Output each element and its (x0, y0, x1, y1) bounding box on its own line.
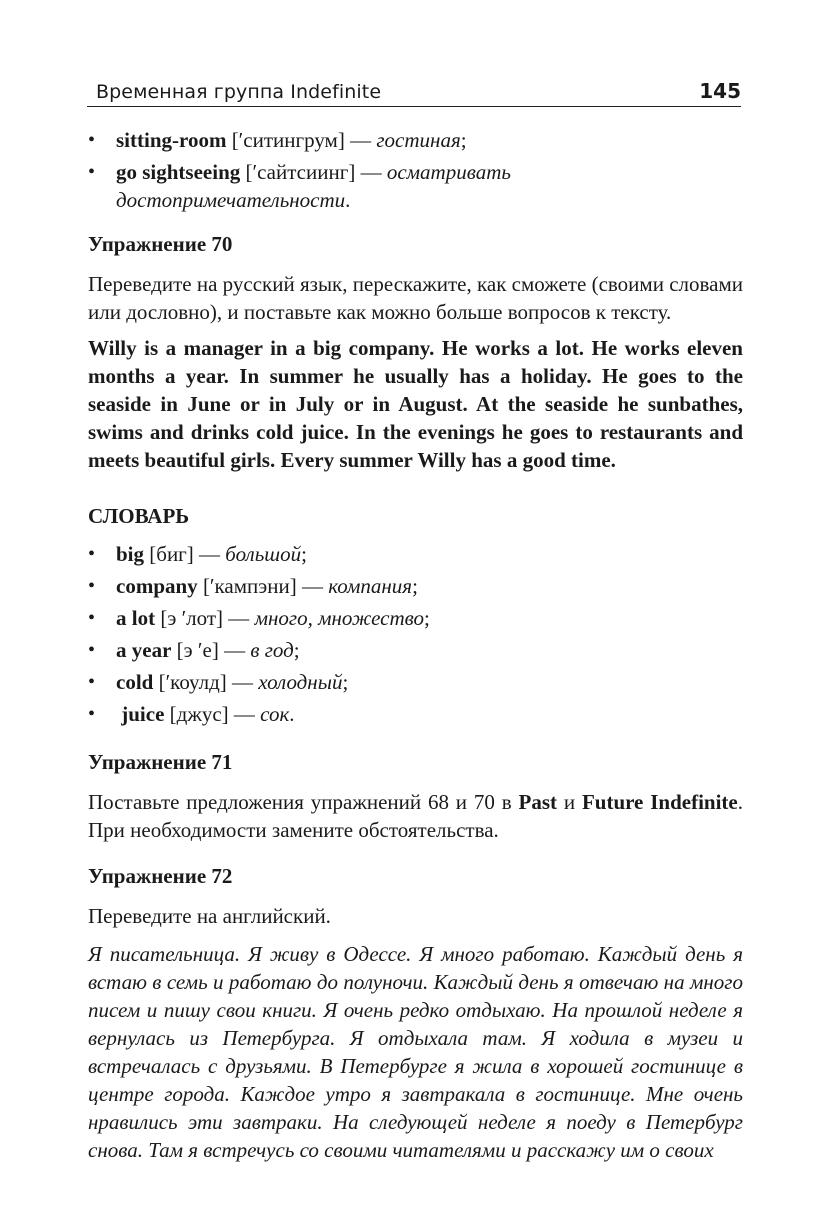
vocab-word: juice (116, 702, 165, 726)
vocab-item (88, 636, 743, 664)
dictionary-list (88, 540, 743, 728)
vocab-item (88, 700, 743, 728)
vocab-item (88, 126, 743, 154)
vocab-pron: [ʹкоулд] — (153, 670, 259, 694)
page-number: 145 (699, 79, 741, 103)
vocab-translation: холодный (258, 670, 343, 694)
vocab-end: . (345, 188, 351, 212)
vocab-end: ; (412, 574, 418, 598)
vocab-pron: [ʹсайтсиинг] — (240, 160, 387, 184)
running-header (87, 76, 741, 107)
dictionary-heading: СЛОВАРЬ (88, 504, 190, 528)
vocab-end: ; (342, 670, 349, 694)
vocab-end: ; (424, 606, 430, 630)
exercise-70-text: Willy is a manager in a big company. He works a lot. He works eleven months a year. In summer he usually has a holiday. He goes to the seaside in June or in July or in August. At the seaside he sunbathes, swims and drinks cold juice. In the evenings he goes to restaurants and meets beautiful girls. Every summer Willy has a good time. (88, 336, 743, 472)
vocab-translation: много, множество (254, 606, 424, 630)
vocab-item (88, 668, 743, 696)
exercise-71-text-c: . При необходимости замените обстоятельства. (88, 790, 743, 842)
vocab-word: go sightseeing (116, 160, 241, 184)
vocab-item (88, 158, 743, 214)
exercise-71-text (88, 788, 743, 844)
vocab-item (88, 604, 743, 632)
exercise-71-text-b: и (557, 790, 582, 814)
vocab-word: a year (116, 638, 172, 662)
exercise-70-heading: Упражнение 70 (88, 232, 233, 256)
exercise-72-heading: Упражнение 72 (88, 864, 233, 888)
exercise-71-text-a: Поставьте предложения упражнений 68 и 70 в (88, 790, 519, 814)
vocab-end: . (289, 702, 295, 726)
exercise-71-past: Past (518, 790, 557, 814)
exercise-72-text: Я писательница. Я живу в Одессе. Я много работаю. Каждый день я встаю в семь и работаю до полуночи. Каждый день я отвечаю на много писем и пишу свои книги. Я очень редко отдыхаю. На прошлой неделе я вернулась из Петербурга. Я отдыхала там. Я ходила в музеи и встречалась с друзьями. В Петербурге я жила в хорошей гостинице в центре города. Каждое утро я завтракала в гостинице. Мне очень нравились эти завтраки. На следующей неделе я поеду в Петербург снова. Там я встречусь со своими читателями и расскажу им о своих (88, 942, 743, 1162)
exercise-70-instruction: Переведите на русский язык, перескажите, как сможете (своими словами или дословно), и поставьте как можно больше вопросов к тексту. (88, 272, 743, 324)
vocab-translation: в год (250, 638, 294, 662)
vocab-pron: [ʹситингрум] — (226, 128, 377, 152)
vocab-end: ; (293, 638, 300, 662)
vocab-pron: [э ʹлот] — (155, 606, 255, 630)
vocab-translation: осматривать достопримечательности (116, 160, 511, 212)
vocab-word: big (116, 542, 145, 566)
vocab-translation: гостиная (376, 128, 461, 152)
exercise-71-heading: Упражнение 71 (88, 750, 233, 774)
vocab-pron: [ʹкампэни] — (197, 574, 329, 598)
vocab-word: company (116, 574, 198, 598)
vocab-word: sitting-room (116, 128, 227, 152)
vocab-end: ; (301, 542, 307, 566)
vocab-translation: сок (260, 702, 290, 726)
vocab-pron: [джус] — (164, 702, 261, 726)
vocab-translation: большой (225, 542, 302, 566)
vocab-item (88, 540, 743, 568)
vocab-pron: [биг] — (144, 542, 226, 566)
vocab-end: ; (460, 128, 467, 152)
chapter-title: Временная группа Indefinite (96, 81, 382, 103)
vocab-pron: [э ʹе] — (171, 638, 251, 662)
vocab-word: a lot (116, 606, 156, 630)
exercise-71-future: Future Indefinite (581, 790, 738, 814)
vocab-translation: компания (328, 574, 413, 598)
exercise-72-instruction: Переведите на английский. (88, 904, 331, 928)
vocab-item (88, 572, 743, 600)
page-content (88, 126, 743, 1164)
top-vocab-list (88, 126, 743, 214)
vocab-word: cold (116, 670, 154, 694)
